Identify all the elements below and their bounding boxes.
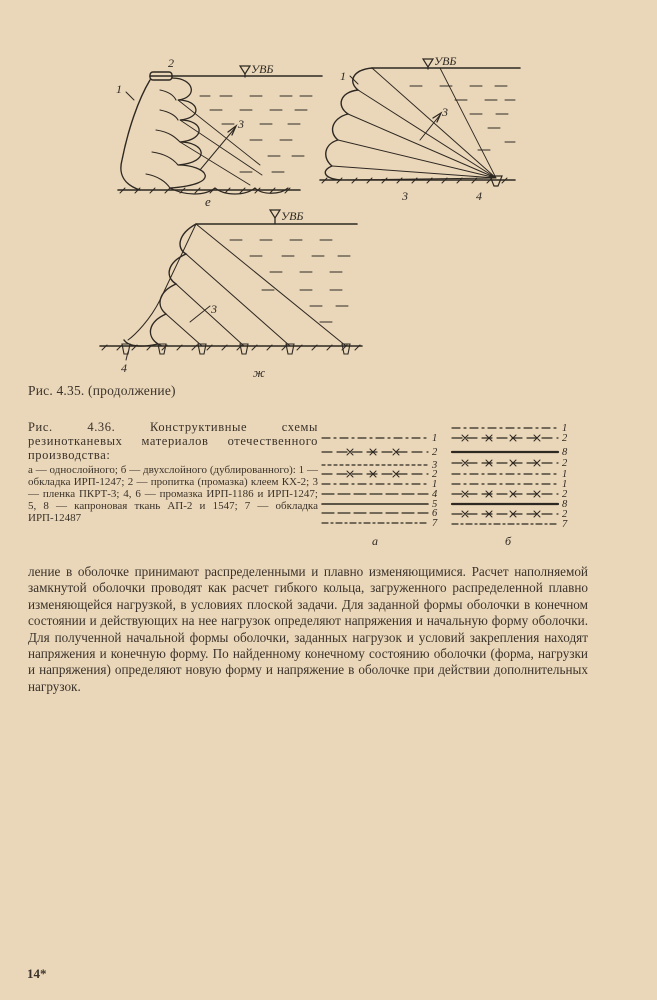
scheme-b-layer-label: 2 [562,458,568,469]
panel-e-label: е [205,194,211,209]
scheme-b-layer-label: 1 [562,479,568,490]
uvb-label-zh: УВБ [281,209,304,223]
scheme-b-layer-label: 8 [562,499,568,510]
scheme-a-layer-label: 6 [432,508,438,519]
label-3-bottom-right: 3 [402,189,408,203]
uvb-label-e: УВБ [251,62,274,76]
label-3-right: 3 [442,105,448,119]
label-2-e: 2 [168,56,174,70]
scheme-b-layer-label: 2 [562,489,568,500]
scheme-a-label: а [372,534,378,548]
scheme-a-layers [322,438,428,523]
label-4-zh: 4 [121,361,127,375]
figure-4-36-caption-legend: а — однослойного; б — двухслойного (дублированного): 1 — обкладка ИРП-1247; 2 — пропитка (промазка) клеем КХ-2; 3 — пленка ПКРТ-3; 4, 6 — промазка ИРП-1186 и ИРП-1247; 5, 8 — капроновая ткань АП-2 и 1547; 7 — обкладка ИРП-12487 [28,464,318,524]
body-paragraph: ление в оболочке принимают распределенными и плавно изменяющимися. Расчет наполняемой замкнутой оболочки проводят как расчет гибкого кольца, загруженного распределенной плавно изменяющейся нагрузкой, в условиях плоской задачи. Для заданной формы оболочки в конечном состоянии и действующих на нее нагрузок определяют напряжения и начальную форму оболочки. Для полученной начальной формы оболочки, заданных нагрузок и условий закрепления находят напряжения и конечную форму. По найденному конечному состоянию оболочки (форма, нагрузки и напряжения) определяют новую форму и напряжение в оболочке при действии дополнительных нагрузок. [28,564,588,694]
panel-zh-drawing [100,210,362,360]
label-1-right: 1 [340,69,346,83]
scheme-b-layer-label: 7 [562,519,568,530]
scheme-a-layer-label: 2 [432,447,438,458]
scheme-a-crosses [347,449,399,477]
scheme-a-layer-label: 1 [432,479,438,490]
scheme-b-layer-label: 2 [562,433,568,444]
scheme-b-layer-label: 1 [562,423,568,434]
figure-4-36-caption [28,420,318,524]
scheme-a-layer-label: 7 [432,518,438,529]
scheme-b-layer-label: 2 [562,509,568,520]
panel-top-right-drawing [320,59,520,186]
scheme-b-layers [452,428,558,524]
label-4-right: 4 [476,189,482,203]
scheme-a-layer-label: 3 [432,460,438,471]
label-1-e: 1 [116,82,122,96]
scheme-b-label: б [505,534,512,548]
panel-e-drawing [118,66,322,194]
scheme-b-layer-label: 8 [562,447,568,458]
scheme-a-layer-label: 5 [432,499,438,510]
scheme-b-layer-label: 1 [562,469,568,480]
figure-4-36-caption-title: Рис. 4.36. Конструктивные схемы резинотканевых материалов отечественного производства: [28,420,318,462]
uvb-label-right: УВБ [434,54,457,68]
label-3-zh: 3 [211,302,217,316]
scheme-a-layer-label: 2 [432,469,438,480]
scheme-a-layer-label: 4 [432,489,438,500]
page-number: 14* [27,966,47,981]
scheme-a-layer-label: 1 [432,433,438,444]
label-3-e: 3 [238,117,244,131]
panel-zh-label: ж [253,365,266,380]
figure-4-35-caption: Рис. 4.35. (продолжение) [28,383,176,398]
